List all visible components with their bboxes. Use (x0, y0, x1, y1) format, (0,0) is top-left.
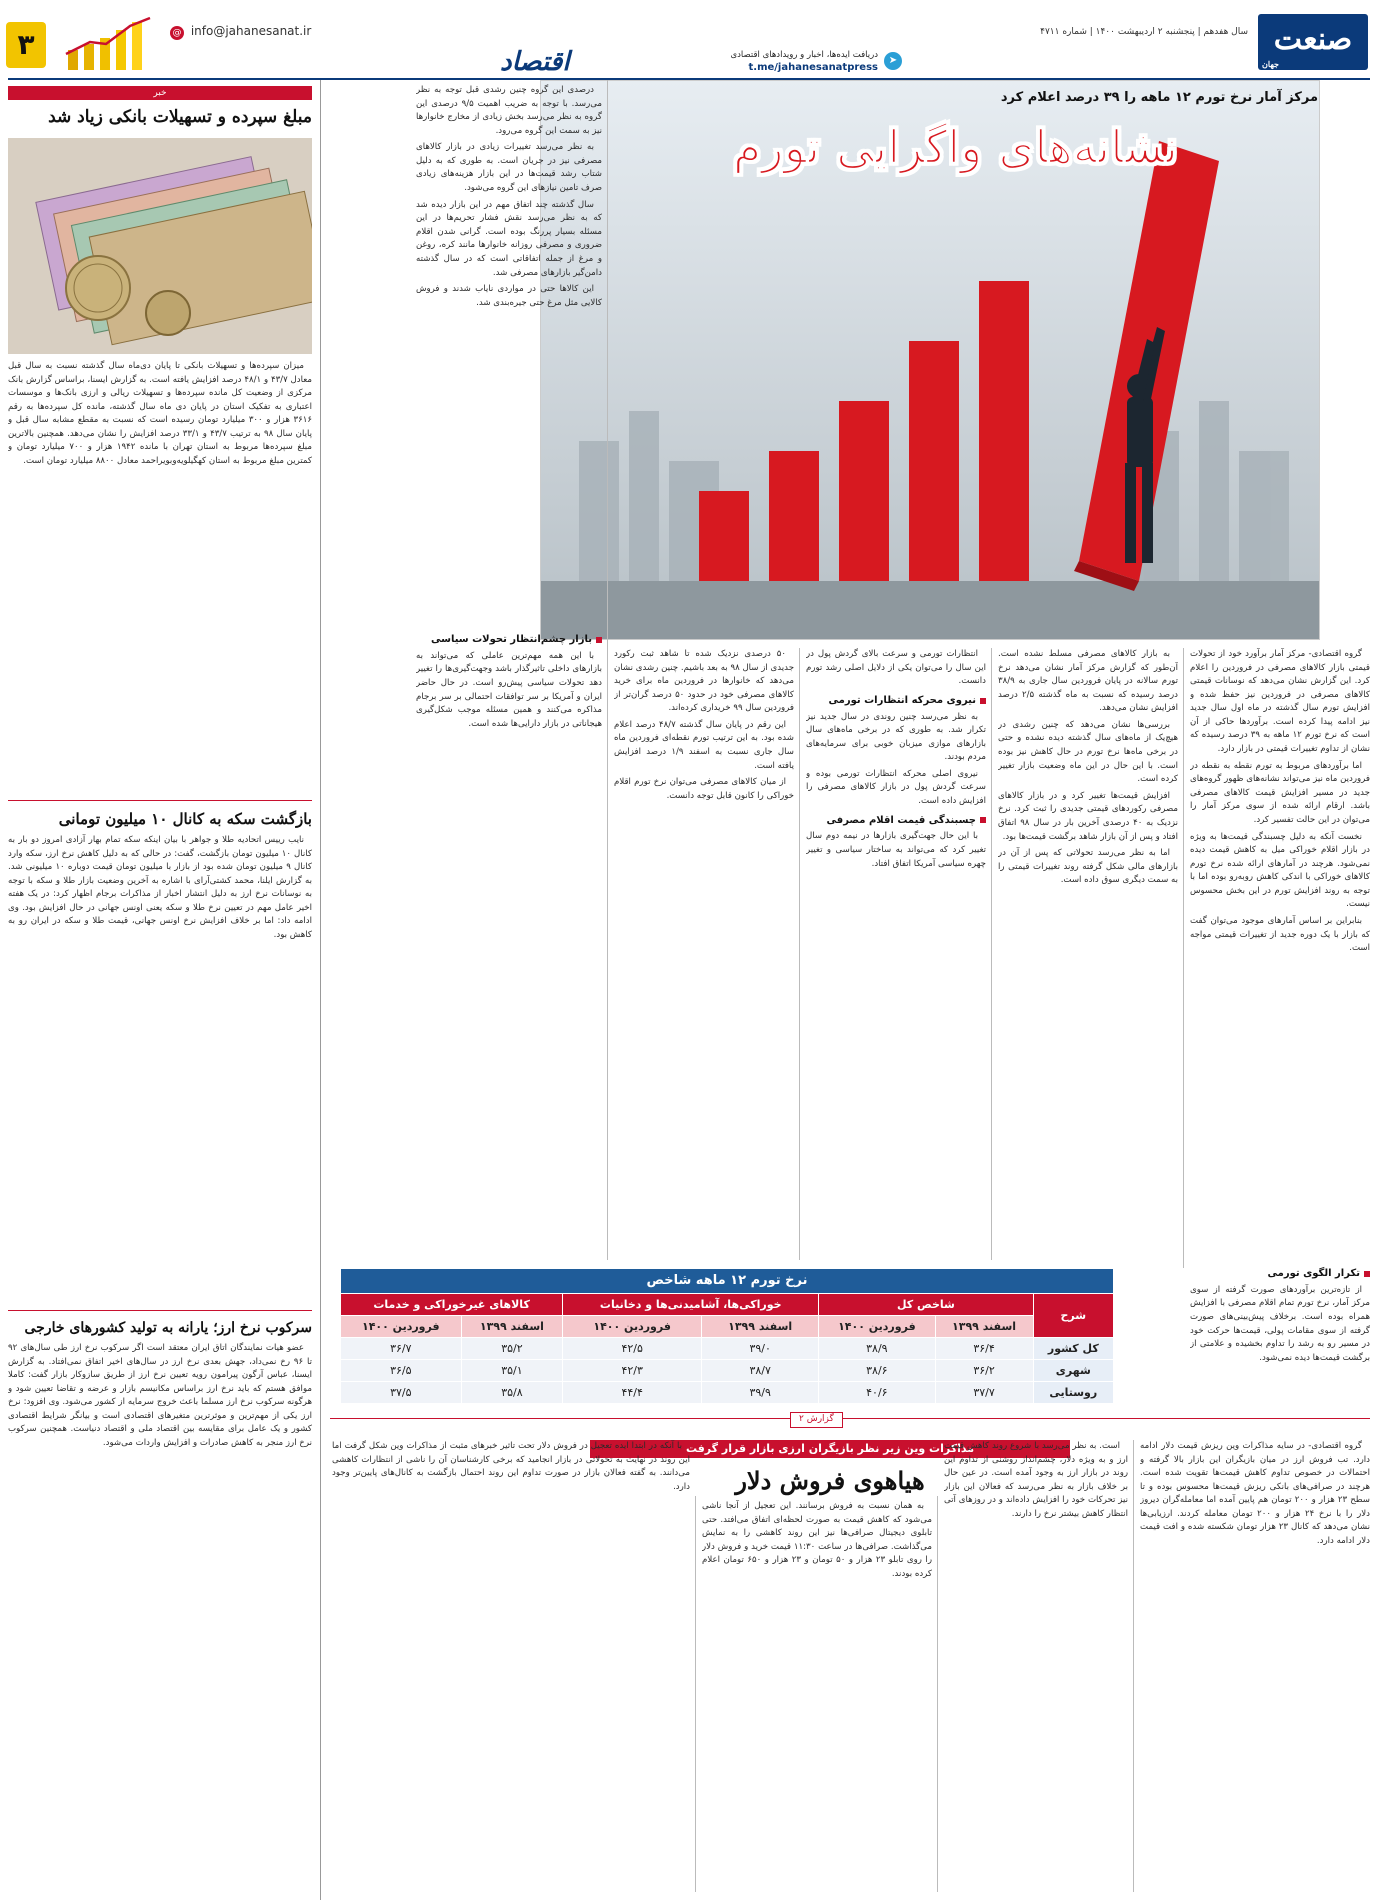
sidebar-story3-text: عضو هیات نمایندگان اتاق ایران معتقد است اگر سرکوب نرخ ارز طی سال‌های ۹۲ تا ۹۶ رخ نمی‌داد، جهش بعدی نرخ ارز در سال‌های اخیر اتفاق نمی‌افتاد. به گزارش ایسنا، عباس آرگون پیرامون رویه تعیین نرخ ارز از طریق سازوکار بازار گفت: کاملا موافق هستم که باید نرخ ارز براساس مکانیسم بازار و عرضه و تقاضا تعیین شود و هرگونه سرکوب نرخ ارز مسلما باعث خروج سرمایه از کشور می‌شود. وی افزود: نرخ ارز یکی از مهم‌ترین و موثرترین متغیرهای اقتصادی است و بیانگر شرایط اقتصادی کشور و یک عامل برای مقایسه بین اقتصاد ملی و اقتصاد دنیاست. همچنین سرکوب نرخ ارز منجر به کاهش صادرات و افزایش واردات می‌شود. (8, 1343, 312, 1449)
banknotes-photo (8, 138, 312, 354)
main-col5-p2: به نظر می‌رسد تغییرات زیادی در بازار کالاهای مصرفی نیز در جریان است. به طوری که به دلیل شتاب رشد قیمت‌ها در این بازار هزینه‌های زیادی صرف تامین نیازهای این گروه می‌شود. (416, 142, 602, 194)
main-column-1 (1190, 648, 1370, 1258)
table-period: اسفند ۱۳۹۹ (935, 1316, 1033, 1338)
sidebar-story2-text: نایب رییس اتحادیه طلا و جواهر با بیان اینکه سکه تمام بهار آزادی امروز دو بار به کانال ۱۰ میلیون تومان بازگشت، گفت: در حالی که به دلیل کاهش نرخ ارز، سکه وارد کانال ۹ میلیون تومان شده بود از بازار با میلیون تومان قیمت دوباره ۱۰ میلیونی شد. به گزارش ایلنا، محمد کشتی‌آرای با اشاره به آخرین وضعیت بازار طلا و سکه با توجه به نوسانات نرخ ارز به دلیل انتشار اخبار از مذاکرات برجام اظهار کرد: در یک هفته اخیر عامل مهم در تعیین نرخ طلا و سکه یعنی اونس جهانی در حال افزایش بود. وی ادامه داد: اما بر خلاف افزایش نرخ اونس جهانی، قیمت طلا و سکه در ایران رو به کاهش بود. (8, 835, 312, 941)
table-cell: ۳۸/۷ (702, 1360, 819, 1382)
table-cell: ۳۵/۸ (461, 1382, 563, 1404)
main-col4-p1: ۵۰ درصدی نزدیک شده تا شاهد ثبت رکورد جدیدی از سال ۹۸ به بعد باشیم. چنین رشدی نشان می‌دهد که خانوارها در فروردین ماه برای خرید کالاهای مصرفی خود در حدود ۵۰ درصد گران‌تر از فروردین سال ۹۹ خریداری کرده‌اند. (614, 649, 794, 714)
table-group-3: کالاهای غیرخوراکی و خدمات (341, 1294, 563, 1316)
table-row-label: شهری (1033, 1360, 1113, 1382)
table-cell: ۴۴/۴ (563, 1382, 702, 1404)
main-col3-p1: انتظارات تورمی و سرعت بالای گردش پول در این سال را می‌توان یکی از دلایل اصلی رشد تورم دانست. (806, 649, 986, 687)
report-tag: گزارش ۲ (790, 1412, 843, 1428)
main-column-5 (416, 84, 602, 624)
table-cell: ۳۵/۱ (461, 1360, 563, 1382)
email-address[interactable] (170, 22, 311, 41)
subhead-text: نیروی محرکه انتظارات تورمی (828, 694, 976, 706)
bullet-square-icon (980, 817, 986, 823)
table-row-label: کل کشور (1033, 1338, 1113, 1360)
table-cell: ۳۹/۰ (702, 1338, 819, 1360)
masthead (0, 8, 1378, 78)
main-col1-p3: نخست آنکه به دلیل چسبندگی قیمت‌ها به ویژه در بازار اقلام خوراکی میل به کاهش قیمت دیده نمی‌شود. هرچند در آمارهای ارائه شده نرخ تورم کالاهای خوراکی با اندکی کاهش روبه‌رو بوده اما با توجه به روند افزایش تورم در این بخش محسوس نیست. (1190, 831, 1370, 910)
sidebar-story1-headline: مبلغ سپرده و تسهیلات بانکی زیاد شد (48, 107, 312, 127)
main-col5-tail: با این همه مهم‌ترین عاملی که می‌تواند به بازارهای داخلی تاثیرگذار باشد وجهت‌گیری‌ها را تغییر دهد تحولات سیاسی پیش‌رو است. در حال حاضر ایران و آمریکا بر سر توافقات احتمالی بر سر برجام مذاکره می‌کنند و همین مسئله موجب شکل‌گیری هیجاناتی در بازار دارایی‌ها شده است. (416, 650, 602, 729)
sidebar-tag: خبر (8, 86, 312, 100)
report2-column-1 (1140, 1440, 1370, 1892)
inflation-table (340, 1268, 1114, 1404)
table-group-1: شاخص کل (819, 1294, 1033, 1316)
report2-column-4 (332, 1440, 690, 1892)
main-col2-p3: افزایش قیمت‌ها تغییر کرد و در بازار کالاهای مصرفی رکوردهای قیمتی جدیدی را ثبت کرد. نرخ نزدیک به ۴۰ درصدی آخرین بار در سال ۹۸ اتفاق افتاد و پس از آن بازار شاهد برگشت قیمت‌ها بود. (998, 790, 1178, 842)
main-col3-p3: نیروی اصلی محرکه انتظارات تورمی بوده و سرعت گردش پول در بازار کالاهای مصرفی را افزایش داده است. (806, 768, 986, 806)
coins-chart-icon (60, 14, 160, 74)
table-period: اسفند ۱۳۹۹ (702, 1316, 819, 1338)
table-cell: ۳۸/۶ (819, 1360, 935, 1382)
report2-col2-text: است. به نظر می‌رسد با شروع روند کاهش قیمت ارز و به ویژه دلار، چشم‌انداز روشنی از تداوم این روند در بازار ارز به وجود آمده است. در عین حال بر خلاف بازار به نظر می‌رسد که فعالان این بازار نیز تحرکات خود را افزایش داده‌اند و در روزهای آتی انتظار کاهش بیشتر نرخ را دارند. (944, 1441, 1128, 1519)
table-cell: ۳۶/۷ (341, 1338, 462, 1360)
table-cell: ۳۷/۵ (341, 1382, 462, 1404)
table-cell: ۳۶/۵ (341, 1360, 462, 1382)
table-period: اسفند ۱۳۹۹ (461, 1316, 563, 1338)
main-col2-p2: بررسی‌ها نشان می‌دهد که چنین رشدی در هیچ‌یک از ماه‌های سال گذشته دیده نشده و حتی در برخی ماه‌ها نرخ تورم در حال کاهش نیز بوده است. با این حال در این ماه وضعیت بازار تغییر کرده است. (998, 719, 1178, 785)
main-col1-tail: از تازه‌ترین برآوردهای صورت گرفته از سوی مرکز آمار، نرخ تورم تمام اقلام مصرفی با افزایش همراه بوده است. برخلاف پیش‌بینی‌های صورت گرفته از سوی مقامات پولی، قیمت‌ها حرکت خود در مسیر رو به رشد را تداوم بخشیده و علامتی از برگشت قیمت‌ها دیده نمی‌شود. (1190, 1284, 1370, 1363)
newspaper-logo[interactable] (1258, 14, 1368, 70)
page-number: ۳ (6, 22, 46, 68)
table-cell: ۳۶/۴ (935, 1338, 1033, 1360)
main-column-5-sub (416, 628, 602, 1260)
main-column-1-sub (1190, 1262, 1370, 1402)
main-col4-p3: از میان کالاهای مصرفی می‌توان نرخ تورم اقلام خوراکی را کانون قابل توجه دانست. (614, 777, 794, 801)
sidebar-story1-text: میزان سپرده‌ها و تسهیلات بانکی تا پایان دی‌ماه سال گذشته نسبت به سال قبل معادل ۴۳/۷ و ۴۸/۱ درصد افزایش یافته است. به گزارش ایسنا، براساس گزارش بانک مرکزی از وضعیت کل مانده سپرده‌ها و تسهیلات ریالی و ارزی بانک‌ها و موسسات اعتباری به تفکیک استان در پایان دی ماه سال گذشته، مانده کل سپرده‌ها به رقم ۳۶۱۶ هزار و ۳۰۰ میلیارد تومان رسیده است که نسبت به مقطع مشابه سال قبل و پایان سال ۹۸ به ترتیب ۴۳/۷ و ۳۳/۱ درصد افزایش را نشان می‌دهد. همچنین بالاترین مبلغ سپرده‌ها مربوط به استان تهران با مانده ۱۹۴۲ هزار و ۷۰۰ میلیارد تومان و کمترین مبلغ مربوط به استان کهگیلویه‌وبویراحمد معادل ۸۸۰۰ میلیارد تومان است. (8, 361, 312, 467)
subhead-inflation-pattern (1190, 1266, 1370, 1282)
section-title: اقتصاد (500, 47, 570, 77)
table-row-label: روستایی (1033, 1382, 1113, 1404)
subhead-political-outlook (416, 632, 602, 648)
telegram-line: دریافت ایده‌ها، اخبار و رویدادهای اقتصادی (730, 50, 878, 60)
sidebar-story2-body (8, 834, 312, 1302)
telegram-handle[interactable]: t.me/jahanesanatpress (748, 62, 878, 74)
table-row (341, 1338, 1114, 1360)
main-kicker: مرکز آمار نرخ تورم ۱۲ ماهه را ۳۹ درصد اعلام کرد (1000, 90, 1318, 105)
table-cell: ۳۷/۷ (935, 1382, 1033, 1404)
main-column-4 (614, 648, 794, 1260)
main-column-2 (998, 648, 1178, 1260)
table-cell: ۳۸/۹ (819, 1338, 935, 1360)
table-row (341, 1360, 1114, 1382)
main-col2-p4: اما به نظر می‌رسد تحولاتی که پس از آن در بازارهای مالی شکل گرفته روند تغییرات قیمتی را به سمت دیگری سوق داده است. (998, 848, 1178, 886)
table-group-2: خوراکی‌ها، آشامیدنی‌ها و دخانیات (563, 1294, 819, 1316)
table-cell: ۴۰/۶ (819, 1382, 935, 1404)
table-title: نرخ تورم ۱۲ ماهه شاخص (341, 1269, 1114, 1294)
main-col5-p3: سال گذشته چند اتفاق مهم در این بازار دیده شد که به نظر می‌رسد نقش فشار تحریم‌ها در این مسئله بسیار پررنگ بوده است. گرانی شدن اقلام ضروری و مصرفی روزانه خانوارها مانند کره، روغن و مرغ از جمله اتفاقاتی است که در سال گذشته دامن‌گیر بازارهای مصرفی شد. (416, 199, 602, 278)
main-headline: نشانه‌های واگرایی تورم (732, 120, 1178, 174)
subhead-price-stickiness (806, 813, 986, 829)
table-period: فروردین ۱۴۰۰ (819, 1316, 935, 1338)
sidebar-story3-body (8, 1342, 312, 1894)
sidebar-story1-body (8, 360, 312, 792)
bullet-square-icon (596, 637, 602, 643)
subhead-text: چسبندگی قیمت اقلام مصرفی (826, 814, 976, 826)
table-period: فروردین ۱۴۰۰ (563, 1316, 702, 1338)
main-col1-p2: اما برآوردهای مربوط به تورم نقطه به نقطه در فروردین ماه نیز می‌تواند نشانه‌های ظهور گروه‌های جدید در مسیر افزایش قیمت کالاهای مصرفی باشد. ارقام ارائه شده از سوی مرکز آمار را می‌توان در این حالت تفسیر کرد. (1190, 760, 1370, 825)
telegram-icon: ➤ (884, 52, 902, 70)
report2-col1-text: گروه اقتصادی- در سایه مذاکرات وین ریزش قیمت دلار ادامه دارد. تب فروش ارز در میان بازیگران این بازار بالا گرفته و احتمالات در خصوص تداوم کاهش قیمت‌ها تقویت شده است. هرچند در صرافی‌های بانکی ریزش قیمت‌ها محسوس بوده و تا سطح ۲۳ هزار و ۲۰۰ تومان هم پایین آمده اما معامله‌گران دیروز دلار را با نرخ ۲۴ هزار و ۲۰۰ تومان معامله کردند. ارزیابی‌ها نشان می‌دهد که کانال ۲۳ هزار تومان شکسته شده و افت قیمت دلار ادامه دارد. (1140, 1441, 1370, 1547)
main-col4-p2: این رقم در پایان سال گذشته ۴۸/۷ درصد اعلام شده بود. به این ترتیب تورم نقطه‌ای فروردین ماه سال جاری نسبت به اسفند ۱/۹ درصد افزایش یافته است. (614, 719, 794, 771)
table-row-header: شرح (1033, 1294, 1113, 1338)
sidebar-story2-headline: بازگشت سکه به کانال ۱۰ میلیون تومانی (58, 810, 312, 828)
table-cell: ۴۲/۳ (563, 1360, 702, 1382)
table-row (341, 1382, 1114, 1404)
bullet-square-icon (1364, 1271, 1370, 1277)
report2-kicker: مذاکرات وین زیر نظر بازیگران ارزی بازار قرار گرفت (590, 1440, 1070, 1458)
report2-headline: هیاهوی فروش دلار (735, 1466, 925, 1495)
main-col2-p1: به بازار کالاهای مصرفی مسلط نشده است. آن‌طور که گزارش مرکز آمار نشان می‌دهد نرخ تورم سالانه در پایان فروردین سال جاری به ۳۸/۹ درصد رسیده که نسبت به ماه گذشته ۲/۵ درصد افزایش نشان می‌دهد. (998, 649, 1178, 714)
subhead-inflation-expectations (806, 693, 986, 709)
table-cell: ۳۵/۲ (461, 1338, 563, 1360)
report2-column-2 (944, 1440, 1128, 1892)
table-period: فروردین ۱۴۰۰ (341, 1316, 462, 1338)
email-icon: @ (170, 26, 184, 40)
table-cell: ۳۶/۲ (935, 1360, 1033, 1382)
main-col3-p2: به نظر می‌رسد چنین روندی در سال جدید نیز تکرار شد. به طوری که در برخی ماه‌های سال بازارهای موازی میزبان خوبی برای سرمایه‌های مردم بودند. (806, 711, 986, 763)
banknotes-coins-illustration (8, 138, 312, 354)
main-column-3 (806, 648, 986, 1260)
main-col1-p1: گروه اقتصادی- مرکز آمار برآورد خود از تحولات قیمتی بازار کالاهای مصرفی در فروردین را اعلام کرد. این گزارش نشان می‌دهد که نوسانات قیمتی کالاهای مصرفی در فروردین نیز حفظ شده و افزایش تورم سال گذشته در ماه اول سال جدید نیز ادامه پیدا کرده است. برآوردها حاکی از آن است که نرخ تورم ۱۲ ماهه به ۳۹ درصد رسیده که نشان از تداوم تغییرات قیمتی در بازار دارد. (1190, 649, 1370, 755)
logo-subtext: جهان (1262, 59, 1279, 69)
main-col5-p4: این کالاها حتی در مواردی نایاب شدند و فروش کالایی مثل مرغ حتی جیره‌بندی شد. (416, 284, 602, 308)
telegram-promo[interactable] (730, 50, 898, 74)
table-cell: ۴۲/۵ (563, 1338, 702, 1360)
subhead-text: تکرار الگوی تورمی (1267, 1268, 1360, 1279)
main-col3-p4: با این حال جهت‌گیری بازارها در نیمه دوم سال تغییر کرد که می‌تواند به ساختار سیاسی و تغییر چهره سیاسی آمریکا اتفاق افتاد. (806, 831, 986, 869)
main-col5-p1: درصدی این گروه چنین رشدی قبل توجه به نظر می‌رسد. با توجه به ضریب اهمیت ۹/۵ درصدی این گروه به نظر می‌رسد بخش زیادی از مخارج خانوارها نیز به سمت این گروه می‌رود. (416, 85, 602, 136)
main-col1-p4: بنابراین بر اساس آمارهای موجود می‌توان گفت که بازار با یک دوره جدید از تغییرات قیمتی مواجه است. (1190, 915, 1370, 954)
bullet-square-icon (980, 698, 986, 704)
report2-col3-text: به همان نسبت به فروش برسانند. این تعجیل از آنجا ناشی می‌شود که کاهش قیمت به صورت لحظه‌ای اتفاق می‌افتد. حتی تابلوی دیجیتال صرافی‌ها نیز این روند کاهشی را به نمایش می‌گذاشت. صرافی‌ها در ساعت ۱۱:۳۰ قیمت خرید و فروش دلار را روی تابلو ۲۳ هزار و ۵۰ تومان و ۲۳ هزار و ۶۵۰ تومان اعلام کرده بودند. (702, 1501, 932, 1579)
logo-text: صنعت (1273, 22, 1353, 57)
report2-col4-text: با آنکه در ابتدا ایده تعجیل در فروش دلار تحت تاثیر خبرهای مثبت از مذاکرات وین شکل گرفت اما این روند در نهایت به تحولاتی در بازار انجامید که برخی کارشناسان آن را ناشی از انتظارات کاهشی می‌دانند. به گفته فعالان بازار در صورت تداوم این روند احتمال بازگشت به کانال‌های پایین‌تر وجود دارد. (332, 1441, 690, 1492)
issue-line: سال هفدهم | پنجشنبه ۲ اردیبهشت ۱۴۰۰ | شماره ۴۷۱۱ (1040, 27, 1248, 37)
subhead-text: بازار چشم‌انتظار تحولات سیاسی (431, 634, 592, 645)
table-cell: ۳۹/۹ (702, 1382, 819, 1404)
report2-column-3 (702, 1500, 932, 1892)
email-text: info@jahanesanat.ir (190, 24, 312, 38)
sidebar-story3-headline: سرکوب نرخ ارز؛ یارانه به تولید کشورهای خارجی (24, 1320, 312, 1336)
